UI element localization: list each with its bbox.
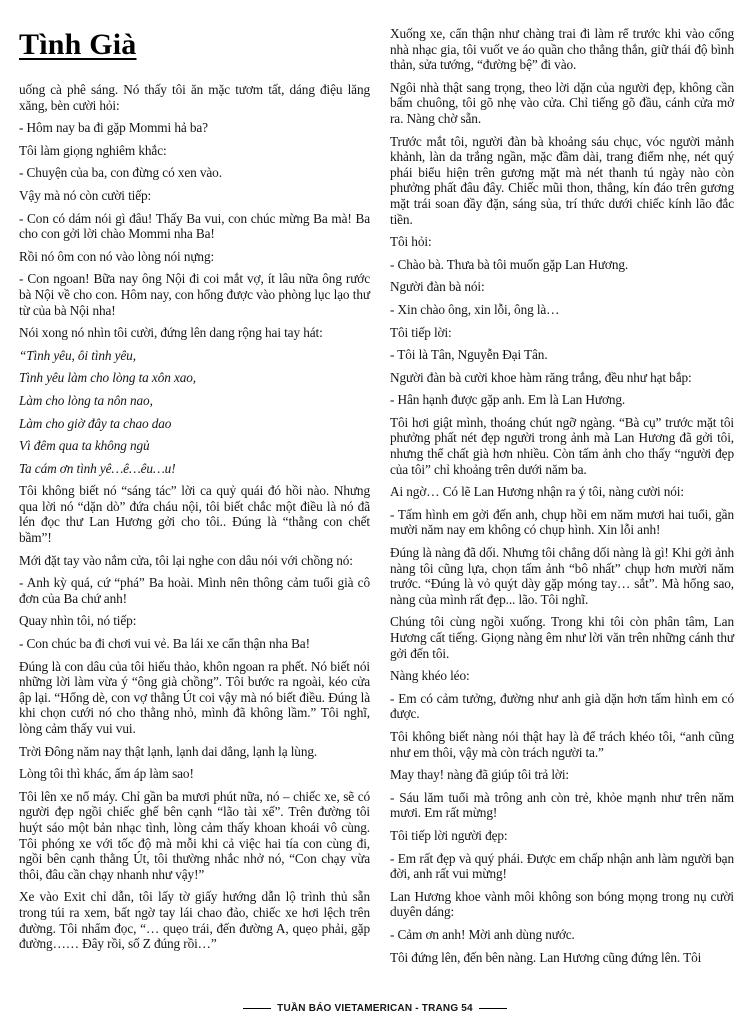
left-column xyxy=(19,82,370,959)
paragraph: Ngôi nhà thật sang trọng, theo lời dặn của người đẹp, không cần bấm chuông, tôi gõ nhẹ vào cửa. Chỉ tiếng gõ đầu, cánh cửa mở ra. Nàng chờ sẵn. xyxy=(390,79,734,126)
paragraph: Tôi tiếp lời người đẹp: xyxy=(390,827,508,843)
song-lyric-line: Vì đêm qua ta không ngủ xyxy=(19,438,150,454)
paragraph: Nàng khéo léo: xyxy=(390,668,470,684)
paragraph: - Hôm nay ba đi gặp Mommi hả ba? xyxy=(19,120,208,136)
paragraph: Lan Hương khoe vành môi không son bóng mọng trong nụ cười duyên dáng: xyxy=(390,888,734,920)
paragraph: - Chuyện của ba, con đừng có xen vào. xyxy=(19,165,222,181)
paragraph: - Chào bà. Thưa bà tôi muốn gặp Lan Hương. xyxy=(390,256,629,272)
paragraph: Xe vào Exit chỉ dẫn, tôi lấy tờ giấy hướng dẫn lộ trình thủ sẵn trong túi ra xem, bất ngờ tay lái chao đảo, chiếc xe hơi lệch trên đường. Tôi nhẩm đọc, “… quẹo trái, đến đường A, quẹo phải, gặp đường…… Đây rồi, số Z đúng rồi…” xyxy=(19,889,370,952)
paragraph: - Sáu lăm tuổi mà trông anh còn trẻ, khỏe mạnh như trên năm mươi. Em rất mừng! xyxy=(390,789,734,821)
paragraph: - Tôi là Tân, Nguyễn Đại Tân. xyxy=(390,347,548,363)
song-lyric-line: Làm cho lòng ta nôn nao, xyxy=(19,392,153,408)
paragraph: - Tấm hình em gởi đến anh, chụp hồi em năm mươi hai tuổi, gần mười năm nay em không có chụp hình. Xin lỗi anh! xyxy=(390,506,734,538)
footer-text: TUẦN BÁO VIETAMERICAN - TRANG 54 xyxy=(277,1003,473,1014)
paragraph: - Hân hạnh được gặp anh. Em là Lan Hương. xyxy=(390,392,626,408)
page-footer xyxy=(0,1003,750,1014)
paragraph: Tôi làm giọng nghiêm khắc: xyxy=(19,142,167,158)
paragraph: Tôi tiếp lời: xyxy=(390,324,452,340)
paragraph: - Em rất đẹp và quý phái. Được em chấp nhận anh làm người bạn đời, anh rất vui mừng! xyxy=(390,850,734,882)
paragraph: - Cảm ơn anh! Mời anh dùng nước. xyxy=(390,926,575,942)
paragraph: Tôi lên xe nổ máy. Chỉ gần ba mươi phút nữa, nó – chiếc xe, sẽ có người đẹp ngồi chiếc ghế bên cạnh “lão tài xế”. Trên đường tôi huýt sáo một bản nhạc tình, lòng cảm thấy khoan khoái vô cùng. Tôi phóng xe với tốc độ mà mỗi khi cả việc hai tía con cùng đi, ngồi bên cạnh thằng Út, tôi thường nhắc nhở nó, “Con chạy vừa thôi, đâu cần chạy nhanh như vậy!” xyxy=(19,788,370,882)
paragraph: May thay! nàng đã giúp tôi trả lời: xyxy=(390,767,569,783)
article-title: Tình Già xyxy=(19,28,137,61)
paragraph: - Con ngoan! Bữa nay ông Nội đi coi mắt vợ, ít lâu nữa ông rước bà Nội về cho con. Hôm nay, con hổng được vào phòng lục lạo thư từ của bà Nội nha! xyxy=(19,271,370,318)
paragraph: Người đàn bà cười khoe hàm răng trắng, đều như hạt bắp: xyxy=(390,369,692,385)
paragraph: Tôi hơi giật mình, thoáng chút ngỡ ngàng. “Bà cụ” trước mặt tôi phưởng phất nét đẹp người trong ảnh mà Lan Hương đã gởi tôi, nhưng thể chất già hơn nhiều. Còn tấm ảnh cho thấy “người đẹp của tôi” chỉ khoảng trên dưới năm ba. xyxy=(390,414,734,477)
paragraph: Tôi hỏi: xyxy=(390,234,432,250)
paragraph: Vậy mà nó còn cười tiếp: xyxy=(19,187,152,203)
paragraph: Xuống xe, cẩn thận như chàng trai đi làm rể trước khi vào cổng nhà nhạc gia, tôi vuốt ve áo quần cho thẳng thắn, giữ thái độ bình thản, sửa tướng, “đường bệ” đi vào. xyxy=(390,26,734,73)
paragraph: - Con chúc ba đi chơi vui vẻ. Ba lái xe cẩn thận nha Ba! xyxy=(19,636,310,652)
paragraph: Đúng là nàng đã dối. Nhưng tôi chẳng dối nàng là gì! Khi gởi ảnh nàng tôi cũng lựa, chọn tấm ảnh “bô nhất” chụp hơn mười năm trước. “Đúng là vỏ quýt dày gặp móng tay… sắt”. Mà hổng sao, nàng của mình rất đẹp... lão. Tôi nghĩ. xyxy=(390,545,734,607)
footer-rule-right xyxy=(479,1008,507,1009)
paragraph: - Xin chào ông, xin lỗi, ông là… xyxy=(390,301,560,317)
song-lyric-line: Tình yêu làm cho lòng ta xôn xao, xyxy=(19,370,196,386)
paragraph: Tôi không biết nó “sáng tác” lời ca quỷ quái đó hồi nào. Nhưng qua lời nó “dặn dò” đứa cháu nội, tôi biết chắc một điều là nó đã lén đọc thư Lan Hương gởi cho tôi.. Đúng là “thằng con chết bầm”! xyxy=(19,483,370,546)
song-lyric-line: “Tình yêu, ôi tình yêu, xyxy=(19,347,136,363)
paragraph: - Em có cảm tưởng, đường như anh già dặn hơn tấm hình em có được. xyxy=(390,690,734,722)
paragraph: Quay nhìn tôi, nó tiếp: xyxy=(19,613,137,629)
paragraph: Trước mắt tôi, người đàn bà khoảng sáu chục, vóc người mảnh khảnh, làn da trắng ngần, mặc đầm dài, trang điểm nhẹ, nét quý phái biểu hiện trên gương mặt mà nét thanh tú ngày nào còn phưởng phất đâu đây. Chiếc mũi thon, thẳng, kín đáo trên gương mặt trái soan đầy đặn, sáng sủa, trí thức dưới chiếc kính lão đắc tiền. xyxy=(390,133,734,227)
paragraph: uống cà phê sáng. Nó thấy tôi ăn mặc tươm tất, dáng điệu lăng xăng, bèn cười hỏi: xyxy=(19,82,370,113)
paragraph: Đúng là con dâu của tôi hiếu thảo, khôn ngoan ra phết. Nó biết nói những lời làm vừa ý “ông già chồng”. Tôi bước ra ngoài, kéo cửa ập lại. “Hổng dè, con vợ thằng Út coi vậy mà nó biết điều. Đúng là khi chọn cưới nó cho thằng nhỏ, mình đã không lầm.” Tôi nghĩ, lòng cảm thấy vui vui. xyxy=(19,658,370,736)
paragraph: Người đàn bà nói: xyxy=(390,279,485,295)
paragraph: Tôi đứng lên, đến bên nàng. Lan Hương cũng đứng lên. Tôi xyxy=(390,949,702,965)
paragraph: Trời Đông năm nay thật lạnh, lạnh dai dẳng, lạnh lạ lùng. xyxy=(19,743,318,759)
paragraph: Tôi không biết nàng nói thật hay là để trách khéo tôi, “anh cũng như em thôi, vậy mà còn trách người ta.” xyxy=(390,728,734,760)
paragraph: Lòng tôi thì khác, ấm áp làm sao! xyxy=(19,766,194,782)
paragraph: Nói xong nó nhìn tôi cười, đứng lên dang rộng hai tay hát: xyxy=(19,325,323,341)
footer-rule-left xyxy=(243,1008,271,1009)
paragraph: Ai ngờ… Có lẽ Lan Hương nhận ra ý tôi, nàng cười nói: xyxy=(390,484,684,500)
paragraph: Chúng tôi cùng ngồi xuống. Trong khi tôi còn phân tâm, Lan Hương cất tiếng. Giọng nàng êm như lời văn trên những cánh thư gởi đến tôi. xyxy=(390,614,734,661)
paragraph: - Anh kỳ quá, cứ “phá” Ba hoài. Mình nên thông cảm tuổi già cô đơn của Ba chứ anh! xyxy=(19,575,370,606)
paragraph: - Con có dám nói gì đâu! Thấy Ba vui, con chúc mừng Ba mà! Ba cho con gởi lời chào Mommi nha Ba! xyxy=(19,210,370,242)
right-column xyxy=(390,26,734,972)
paragraph: Mới đặt tay vào nắm cửa, tôi lại nghe con dâu nói với chồng nó: xyxy=(19,552,353,568)
song-lyric-line: Ta cám ơn tình yê…ê…êu…u! xyxy=(19,460,176,476)
song-lyric-line: Làm cho giờ đây ta chao dao xyxy=(19,415,172,431)
paragraph: Rồi nó ôm con nó vào lòng nói nựng: xyxy=(19,248,215,264)
